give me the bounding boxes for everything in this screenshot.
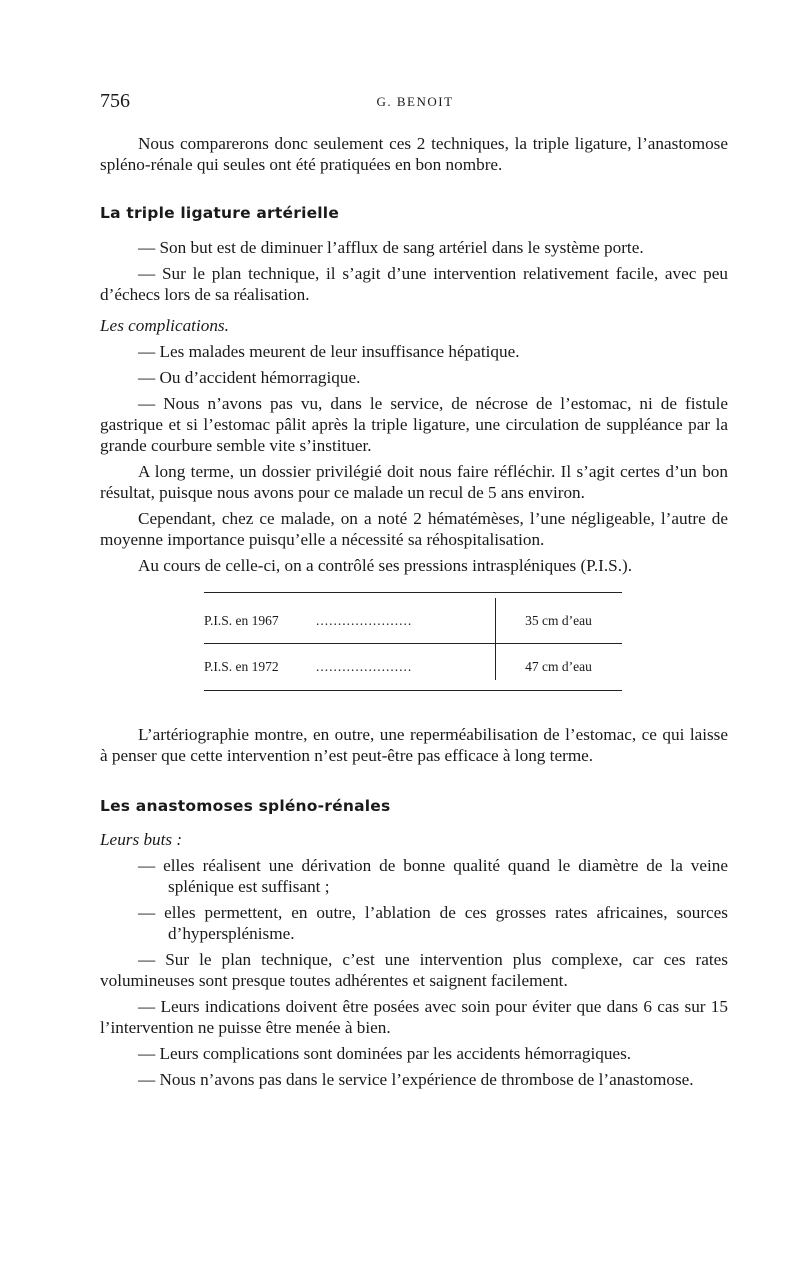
list-item: — Les malades meurent de leur insuffisance hépatique. [138,342,520,361]
paragraph: Au cours de celle-ci, on a contrôlé ses pressions intraspléniques (P.I.S.). [138,556,633,575]
table-rule-middle [204,643,622,644]
body-text [100,133,728,1095]
paragraph: — Leurs complications sont dominées par les accidents hémorragiques. [138,1044,632,1063]
pis-table [204,592,622,692]
table-row-label: P.I.S. en 1972 [204,659,279,674]
paragraph: — Leurs indications doivent être posées avec soin pour éviter que dans 6 cas sur 15 l’intervention ne puisse être menée à bien. [100,997,728,1037]
intro-paragraph: Nous comparerons donc seulement ces 2 techniques, la triple ligature, l’anastomose spléno-rénale qui seules ont été pratiquées en bon nombre. [100,134,728,174]
section-heading-triple-ligature: La triple ligature artérielle [100,204,340,222]
table-row-value: 47 cm d’eau [525,659,592,674]
running-header [100,90,730,116]
table-row-value: 35 cm d’eau [525,613,592,628]
subheading-buts: Leurs buts : [100,830,183,849]
table-rule-top [204,592,622,593]
table-row-label: P.I.S. en 1967 [204,613,279,628]
section-heading-anastomoses: Les anastomoses spléno-rénales [100,797,391,815]
page-number: 756 [100,90,130,112]
list-item: — elles réalisent une dérivation de bonne qualité quand le diamètre de la veine splénique est suffisant ; [138,856,728,896]
list-item: — Ou d’accident hémorragique. [138,368,361,387]
paragraph: — Nous n’avons pas vu, dans le service, de nécrose de l’estomac, ni de fistule gastrique et si l’estomac pâlit après la triple ligature, une circulation de suppléance par la grande courbure semble vite s’instituer. [100,394,728,455]
paragraph: — Nous n’avons pas dans le service l’expérience de thrombose de l’anastomose. [138,1070,694,1089]
list-item: — elles permettent, en outre, l’ablation de ces grosses rates africaines, sources d’hypersplénisme. [138,903,728,943]
paragraph: — Sur le plan technique, c’est une intervention plus complexe, car ces rates volumineuses sont presque toutes adhérentes et saignent facilement. [100,950,728,990]
subheading-complications: Les complications. [100,316,229,335]
paragraph: — Son but est de diminuer l’afflux de sang artériel dans le système porte. [138,238,644,257]
running-author: G. BENOIT [376,94,454,109]
paragraph: A long terme, un dossier privilégié doit nous faire réfléchir. Il s’agit certes d’un bon résultat, puisque nous avons pour ce malade un recul de 5 ans environ. [100,462,728,502]
paragraph: L’artériographie montre, en outre, une reperméabilisation de l’estomac, ce qui laisse à penser que cette intervention n’est peut-être pas efficace à long terme. [100,725,728,765]
table-leader-dots: ...................... [316,659,413,674]
table-rule-bottom [204,690,622,691]
table-leader-dots: ...................... [316,613,413,628]
paragraph: — Sur le plan technique, il s’agit d’une intervention relativement facile, avec peu d’échecs lors de sa réalisation. [100,264,728,304]
paragraph: Cependant, chez ce malade, on a noté 2 hématémèses, l’une négligeable, l’autre de moyenne importance puisqu’elle a nécessité sa réhospitalisation. [100,509,728,549]
